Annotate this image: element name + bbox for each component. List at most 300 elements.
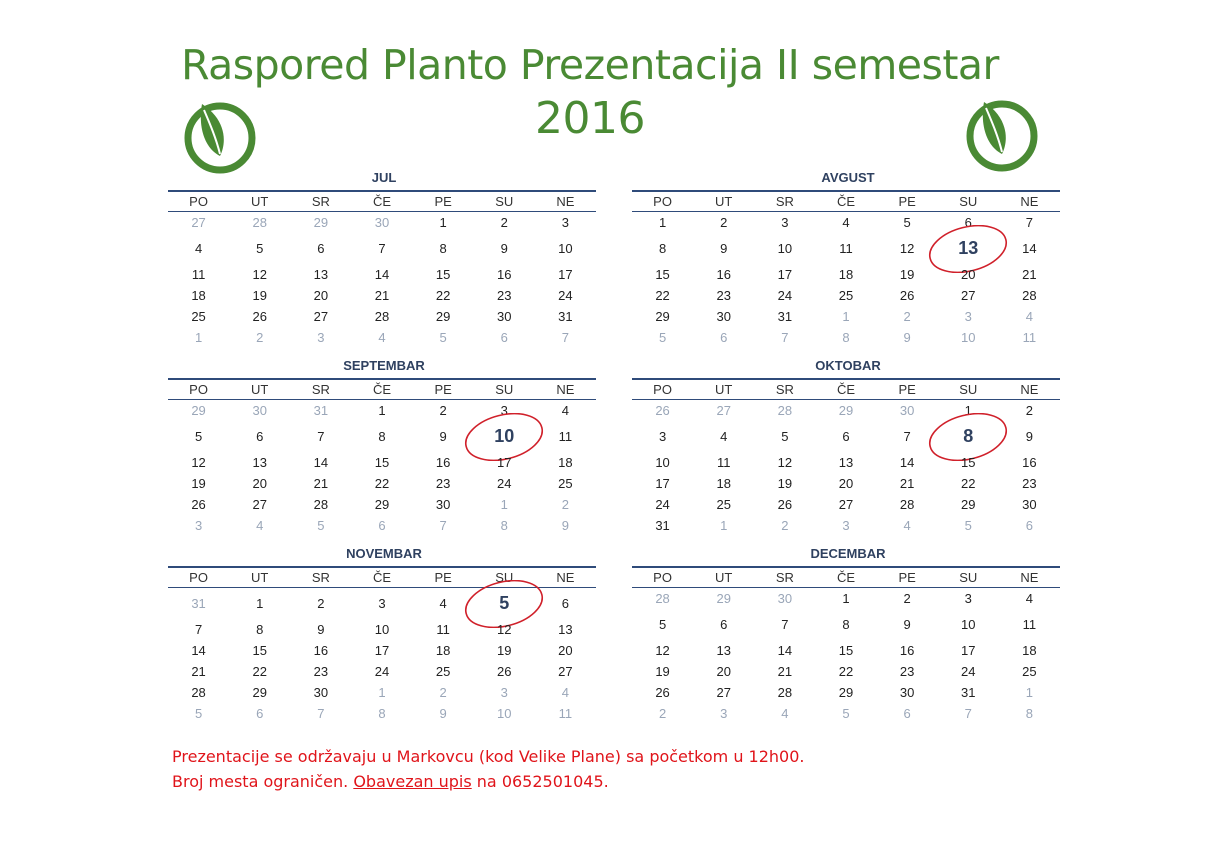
day-cell bbox=[535, 212, 596, 233]
day-cell bbox=[999, 640, 1060, 661]
week-row bbox=[632, 306, 1060, 327]
day-number: 12 bbox=[777, 455, 793, 470]
day-number: 31 bbox=[313, 403, 329, 418]
day-cell bbox=[351, 703, 412, 724]
day-number: 7 bbox=[378, 241, 386, 256]
month-name: NOVEMBAR bbox=[346, 546, 422, 561]
day-cell bbox=[535, 494, 596, 515]
day-number: 19 bbox=[655, 664, 670, 679]
day-cell bbox=[693, 473, 754, 494]
day-cell bbox=[999, 212, 1060, 233]
day-number: 4 bbox=[842, 215, 850, 230]
day-number: 10 bbox=[494, 426, 515, 446]
signup-link[interactable]: Obavezan upis bbox=[353, 772, 472, 791]
day-cell bbox=[474, 452, 535, 473]
day-cell bbox=[693, 452, 754, 473]
day-number: 2 bbox=[903, 309, 911, 324]
day-number: 10 bbox=[374, 622, 390, 637]
day-cell bbox=[632, 400, 693, 421]
day-number: 30 bbox=[1022, 497, 1037, 512]
day-cell bbox=[351, 306, 412, 327]
day-number: 29 bbox=[838, 403, 854, 418]
weekday-label: SR bbox=[311, 194, 330, 209]
day-number: 5 bbox=[194, 429, 203, 444]
day-number: 1 bbox=[194, 330, 203, 345]
day-number: 28 bbox=[252, 215, 267, 230]
weekday-label: SR bbox=[775, 194, 794, 209]
day-cell bbox=[474, 682, 535, 703]
day-number: 8 bbox=[658, 241, 667, 256]
day-number: 14 bbox=[777, 643, 793, 658]
day-cell bbox=[815, 306, 876, 327]
day-cell bbox=[999, 682, 1060, 703]
day-number: 13 bbox=[558, 622, 573, 637]
day-number: 3 bbox=[658, 429, 667, 444]
day-number: 3 bbox=[561, 215, 570, 230]
day-cell bbox=[754, 285, 815, 306]
day-cell bbox=[693, 661, 754, 682]
day-number: 16 bbox=[1022, 455, 1037, 470]
day-cell bbox=[474, 212, 535, 233]
day-cell bbox=[290, 473, 351, 494]
day-number: 5 bbox=[658, 330, 667, 345]
day-number: 23 bbox=[497, 288, 512, 303]
weekday-header bbox=[168, 566, 596, 588]
day-number: 6 bbox=[720, 330, 728, 345]
day-cell bbox=[754, 327, 815, 348]
day-number: 11 bbox=[191, 267, 206, 282]
weekday-label: UT bbox=[715, 382, 733, 397]
day-number: 20 bbox=[313, 288, 329, 303]
day-number: 21 bbox=[374, 288, 390, 303]
weekday-label: NE bbox=[556, 570, 575, 585]
day-number: 1 bbox=[964, 403, 972, 418]
day-number: 18 bbox=[191, 288, 206, 303]
day-number: 12 bbox=[252, 267, 267, 282]
day-number: 8 bbox=[378, 429, 386, 444]
weekday-label: PE bbox=[434, 570, 452, 585]
day-number: 15 bbox=[655, 267, 670, 282]
day-number: 1 bbox=[842, 309, 850, 324]
day-number: 17 bbox=[497, 455, 512, 470]
day-number: 27 bbox=[961, 288, 976, 303]
week-row bbox=[168, 264, 596, 285]
day-number: 3 bbox=[842, 518, 850, 533]
day-cell bbox=[168, 619, 229, 640]
day-cell bbox=[877, 609, 938, 640]
day-number: 2 bbox=[256, 330, 264, 345]
weekday-label: PE bbox=[898, 570, 916, 585]
day-cell bbox=[290, 285, 351, 306]
day-number: 19 bbox=[191, 476, 206, 491]
day-number: 5 bbox=[439, 330, 447, 345]
day-number: 14 bbox=[1022, 241, 1037, 256]
day-cell bbox=[351, 515, 412, 536]
week-row bbox=[168, 515, 596, 536]
day-number: 2 bbox=[439, 403, 447, 418]
day-cell bbox=[229, 452, 290, 473]
day-number: 25 bbox=[716, 497, 731, 512]
day-number: 25 bbox=[191, 309, 206, 324]
day-number: 13 bbox=[716, 643, 731, 658]
day-number: 23 bbox=[435, 476, 451, 491]
day-cell bbox=[168, 452, 229, 473]
month-name: JUL bbox=[371, 170, 397, 185]
day-number: 6 bbox=[500, 330, 508, 345]
day-number: 27 bbox=[313, 309, 329, 324]
day-cell bbox=[754, 661, 815, 682]
weekday-header bbox=[632, 378, 1060, 400]
day-number: 29 bbox=[252, 685, 267, 700]
day-cell bbox=[938, 515, 999, 536]
week-row bbox=[632, 327, 1060, 348]
day-cell bbox=[815, 285, 876, 306]
day-number: 8 bbox=[1025, 706, 1034, 721]
weekday-header bbox=[168, 190, 596, 212]
day-cell bbox=[413, 400, 474, 421]
day-number: 20 bbox=[252, 476, 267, 491]
day-number: 28 bbox=[374, 309, 390, 324]
week-row bbox=[168, 421, 596, 452]
day-number: 3 bbox=[781, 215, 789, 230]
day-number: 17 bbox=[655, 476, 670, 491]
day-number: 16 bbox=[899, 643, 915, 658]
day-cell bbox=[693, 515, 754, 536]
day-cell bbox=[229, 640, 290, 661]
day-number: 11 bbox=[839, 241, 853, 256]
note-line-1: Prezentacije se održavaju u Markovcu (kod Velike Plane) sa početkom u 12h00. bbox=[172, 747, 805, 766]
week-row bbox=[168, 588, 596, 619]
day-number: 17 bbox=[961, 643, 976, 658]
day-cell bbox=[351, 661, 412, 682]
day-number: 27 bbox=[838, 497, 854, 512]
day-cell bbox=[351, 264, 412, 285]
month-name: OKTOBAR bbox=[815, 358, 881, 373]
day-cell bbox=[535, 588, 596, 619]
day-cell bbox=[999, 327, 1060, 348]
day-number: 24 bbox=[374, 664, 390, 679]
day-number: 25 bbox=[1022, 664, 1037, 679]
day-cell bbox=[999, 264, 1060, 285]
day-number: 19 bbox=[252, 288, 267, 303]
day-number: 10 bbox=[961, 330, 976, 345]
day-cell bbox=[413, 682, 474, 703]
day-cell bbox=[632, 285, 693, 306]
day-number: 27 bbox=[191, 215, 206, 230]
month-name: AVGUST bbox=[821, 170, 875, 185]
day-cell bbox=[877, 515, 938, 536]
day-number: 26 bbox=[191, 497, 206, 512]
day-number: 13 bbox=[838, 455, 854, 470]
day-cell bbox=[877, 306, 938, 327]
day-cell bbox=[877, 285, 938, 306]
week-row bbox=[632, 494, 1060, 515]
day-number: 31 bbox=[655, 518, 670, 533]
day-cell bbox=[474, 233, 535, 264]
week-row bbox=[168, 682, 596, 703]
weekday-label: SU bbox=[959, 194, 978, 209]
day-number: 26 bbox=[777, 497, 793, 512]
weekday-label: ČE bbox=[836, 194, 856, 209]
week-row bbox=[632, 661, 1060, 682]
day-cell bbox=[168, 306, 229, 327]
day-number: 15 bbox=[961, 455, 976, 470]
week-row bbox=[168, 661, 596, 682]
day-number: 3 bbox=[500, 403, 508, 418]
day-cell bbox=[229, 264, 290, 285]
day-number: 7 bbox=[1025, 215, 1034, 230]
day-number: 8 bbox=[500, 518, 508, 533]
day-cell bbox=[999, 452, 1060, 473]
day-cell bbox=[474, 619, 535, 640]
day-number: 5 bbox=[499, 593, 510, 613]
day-number: 22 bbox=[838, 664, 854, 679]
day-number: 30 bbox=[313, 685, 329, 700]
week-row bbox=[632, 609, 1060, 640]
day-number: 6 bbox=[378, 518, 386, 533]
day-cell bbox=[754, 515, 815, 536]
day-number: 9 bbox=[500, 241, 508, 256]
week-row bbox=[168, 494, 596, 515]
day-number: 10 bbox=[777, 241, 793, 256]
day-cell bbox=[535, 400, 596, 421]
day-number: 28 bbox=[1022, 288, 1037, 303]
day-number: 10 bbox=[497, 706, 512, 721]
weekday-label: UT bbox=[251, 570, 269, 585]
day-number: 2 bbox=[317, 596, 325, 611]
day-number: 16 bbox=[497, 267, 512, 282]
weekday-label: PO bbox=[189, 194, 208, 209]
day-number: 8 bbox=[963, 426, 974, 446]
day-cell bbox=[877, 327, 938, 348]
day-number: 28 bbox=[899, 497, 915, 512]
day-cell bbox=[229, 285, 290, 306]
day-number: 1 bbox=[378, 685, 386, 700]
day-number: 1 bbox=[842, 591, 850, 606]
day-cell bbox=[754, 264, 815, 285]
week-row bbox=[632, 588, 1060, 609]
day-cell bbox=[535, 682, 596, 703]
day-number: 9 bbox=[903, 617, 911, 632]
weekday-label: SR bbox=[311, 382, 330, 397]
day-number: 30 bbox=[252, 403, 267, 418]
day-cell bbox=[351, 640, 412, 661]
weekday-label: PO bbox=[653, 570, 672, 585]
day-number: 16 bbox=[435, 455, 451, 470]
day-number: 4 bbox=[378, 330, 386, 345]
day-number: 2 bbox=[720, 215, 728, 230]
weekday-label: PE bbox=[898, 194, 916, 209]
day-cell bbox=[229, 233, 290, 264]
day-cell bbox=[168, 494, 229, 515]
day-number: 10 bbox=[558, 241, 573, 256]
day-number: 31 bbox=[558, 309, 573, 324]
day-cell bbox=[168, 264, 229, 285]
day-cell bbox=[168, 421, 229, 452]
week-row bbox=[632, 640, 1060, 661]
day-number: 11 bbox=[716, 455, 731, 470]
week-row bbox=[632, 682, 1060, 703]
day-cell bbox=[815, 264, 876, 285]
day-cell bbox=[168, 588, 229, 619]
day-number: 1 bbox=[256, 596, 264, 611]
day-cell bbox=[168, 400, 229, 421]
week-row bbox=[168, 212, 596, 233]
day-cell bbox=[999, 494, 1060, 515]
day-number: 20 bbox=[716, 664, 731, 679]
day-cell bbox=[290, 494, 351, 515]
info-note bbox=[172, 744, 805, 794]
day-cell bbox=[877, 640, 938, 661]
day-cell bbox=[938, 640, 999, 661]
day-number: 5 bbox=[964, 518, 972, 533]
weekday-label: PO bbox=[653, 382, 672, 397]
week-row bbox=[168, 285, 596, 306]
day-number: 21 bbox=[899, 476, 915, 491]
day-number: 21 bbox=[191, 664, 206, 679]
day-cell bbox=[815, 588, 876, 609]
day-number: 5 bbox=[842, 706, 850, 721]
day-cell bbox=[474, 327, 535, 348]
day-cell bbox=[413, 494, 474, 515]
day-cell bbox=[877, 588, 938, 609]
day-number: 20 bbox=[558, 643, 573, 658]
day-cell bbox=[351, 588, 412, 619]
day-cell bbox=[168, 682, 229, 703]
day-number: 11 bbox=[436, 622, 450, 637]
day-cell bbox=[290, 421, 351, 452]
day-cell bbox=[229, 212, 290, 233]
day-number: 28 bbox=[191, 685, 206, 700]
day-number: 4 bbox=[194, 241, 203, 256]
day-cell bbox=[815, 515, 876, 536]
day-cell bbox=[229, 682, 290, 703]
day-number: 11 bbox=[1022, 330, 1037, 345]
day-cell bbox=[754, 588, 815, 609]
day-cell bbox=[938, 264, 999, 285]
day-cell bbox=[815, 494, 876, 515]
day-cell bbox=[877, 264, 938, 285]
title-line-1: Raspored Planto Prezentacija II semestar bbox=[181, 41, 999, 89]
day-cell bbox=[632, 233, 693, 264]
day-cell bbox=[535, 233, 596, 264]
day-cell bbox=[290, 661, 351, 682]
weekday-label: SU bbox=[495, 382, 514, 397]
day-cell bbox=[815, 421, 876, 452]
day-cell bbox=[413, 212, 474, 233]
day-number: 30 bbox=[435, 497, 451, 512]
day-cell bbox=[877, 452, 938, 473]
day-cell bbox=[693, 640, 754, 661]
day-number: 4 bbox=[781, 706, 789, 721]
week-row bbox=[632, 285, 1060, 306]
day-number: 8 bbox=[378, 706, 386, 721]
leaf-logo-icon bbox=[962, 94, 1042, 174]
day-number: 7 bbox=[317, 706, 325, 721]
weekday-label: ČE bbox=[372, 194, 392, 209]
weekday-label: NE bbox=[1020, 382, 1039, 397]
day-cell bbox=[938, 327, 999, 348]
day-cell bbox=[999, 400, 1060, 421]
day-number: 8 bbox=[256, 622, 264, 637]
month-name: DECEMBAR bbox=[810, 546, 886, 561]
day-number: 18 bbox=[1022, 643, 1037, 658]
day-cell bbox=[168, 212, 229, 233]
day-number: 11 bbox=[1022, 617, 1037, 632]
day-number: 4 bbox=[720, 429, 728, 444]
day-number: 13 bbox=[313, 267, 329, 282]
day-number: 11 bbox=[558, 706, 573, 721]
day-cell bbox=[632, 703, 693, 724]
day-number: 13 bbox=[252, 455, 267, 470]
month-jul bbox=[168, 170, 596, 348]
weekday-label: UT bbox=[715, 194, 733, 209]
day-number: 26 bbox=[655, 685, 670, 700]
leaf-logo-icon bbox=[180, 96, 260, 176]
weekday-label: UT bbox=[715, 570, 733, 585]
day-cell bbox=[351, 327, 412, 348]
day-cell bbox=[693, 400, 754, 421]
weekday-label: ČE bbox=[372, 382, 392, 397]
day-number: 6 bbox=[720, 617, 728, 632]
day-number: 3 bbox=[964, 309, 972, 324]
day-cell bbox=[290, 327, 351, 348]
day-cell bbox=[938, 285, 999, 306]
day-number: 30 bbox=[899, 685, 915, 700]
day-cell bbox=[754, 400, 815, 421]
day-number: 4 bbox=[561, 403, 570, 418]
day-number: 11 bbox=[558, 429, 573, 444]
day-number: 12 bbox=[899, 241, 915, 256]
week-row bbox=[168, 703, 596, 724]
day-cell bbox=[474, 661, 535, 682]
day-number: 28 bbox=[777, 685, 793, 700]
day-cell bbox=[290, 306, 351, 327]
day-cell bbox=[754, 473, 815, 494]
day-cell bbox=[535, 703, 596, 724]
day-cell bbox=[815, 473, 876, 494]
day-number: 30 bbox=[777, 591, 793, 606]
day-number: 29 bbox=[838, 685, 854, 700]
day-number: 13 bbox=[958, 238, 979, 258]
day-number: 5 bbox=[317, 518, 325, 533]
day-number: 9 bbox=[439, 429, 447, 444]
day-cell bbox=[474, 588, 535, 619]
day-number: 16 bbox=[716, 267, 731, 282]
day-cell bbox=[351, 494, 412, 515]
day-number: 9 bbox=[561, 518, 570, 533]
day-cell bbox=[351, 421, 412, 452]
day-number: 23 bbox=[1022, 476, 1037, 491]
day-cell bbox=[938, 609, 999, 640]
day-number: 25 bbox=[838, 288, 854, 303]
day-cell bbox=[938, 494, 999, 515]
day-number: 29 bbox=[313, 215, 329, 230]
day-number: 12 bbox=[497, 622, 512, 637]
week-row bbox=[632, 264, 1060, 285]
day-number: 28 bbox=[777, 403, 793, 418]
day-cell bbox=[474, 703, 535, 724]
day-cell bbox=[754, 306, 815, 327]
day-cell bbox=[632, 421, 693, 452]
day-number: 3 bbox=[500, 685, 508, 700]
day-cell bbox=[168, 285, 229, 306]
weekday-label: NE bbox=[556, 382, 575, 397]
day-cell bbox=[474, 473, 535, 494]
day-number: 6 bbox=[842, 429, 850, 444]
day-cell bbox=[632, 661, 693, 682]
day-cell bbox=[999, 703, 1060, 724]
